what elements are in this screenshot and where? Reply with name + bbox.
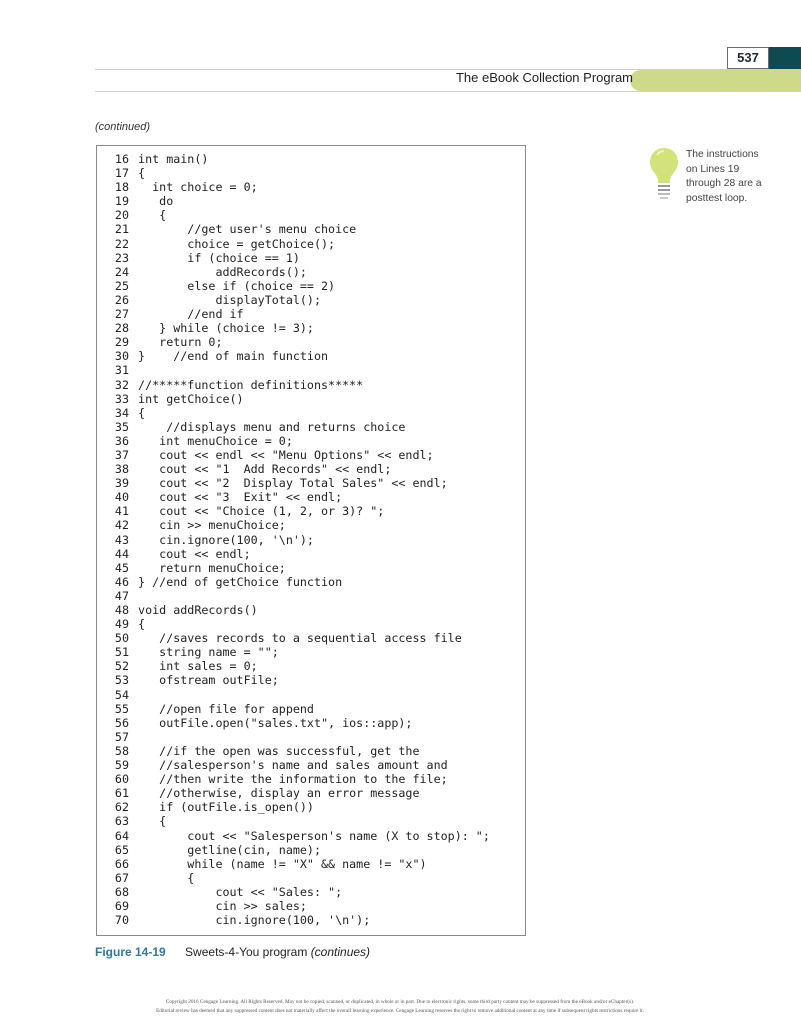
figure-title: Sweets-4-You program <box>185 945 308 959</box>
line-number: 44 <box>114 546 129 561</box>
code-text: cout << endl; <box>138 546 251 561</box>
code-line <box>109 406 490 420</box>
line-number: 17 <box>114 166 129 181</box>
code-line <box>109 363 490 377</box>
code-line <box>109 335 490 349</box>
continued-label: (continued) <box>95 121 151 133</box>
code-text: addRecords(); <box>138 264 307 279</box>
line-number: 19 <box>114 194 129 209</box>
code-text: do <box>138 194 174 209</box>
code-line <box>109 744 490 758</box>
code-line <box>109 349 490 363</box>
code-line <box>109 321 490 335</box>
code-line <box>109 716 490 730</box>
line-number: 42 <box>114 518 129 533</box>
code-text: cout << "Salesperson's name (X to stop): "; <box>138 828 490 843</box>
code-line <box>109 180 490 194</box>
code-text: int main() <box>138 152 209 166</box>
code-text: { <box>138 870 195 885</box>
code-text: cin >> sales; <box>138 898 307 913</box>
code-line <box>109 518 490 532</box>
page-number: 537 <box>727 47 769 69</box>
line-number: 24 <box>114 264 129 279</box>
line-number: 33 <box>114 391 129 406</box>
code-text: cout << "1 Add Records" << endl; <box>138 462 392 477</box>
code-line <box>109 871 490 885</box>
code-listing <box>96 145 526 936</box>
line-number: 68 <box>114 884 129 899</box>
code-text: //then write the information to the file; <box>138 772 448 787</box>
code-line <box>109 265 490 279</box>
line-number: 18 <box>114 180 129 195</box>
code-line <box>109 392 490 406</box>
code-text: if (outFile.is_open()) <box>138 800 314 815</box>
code-line <box>109 504 490 518</box>
code-lines <box>109 152 490 927</box>
code-text: return menuChoice; <box>138 560 286 575</box>
line-number: 23 <box>114 250 129 265</box>
code-line <box>109 814 490 828</box>
code-text: return 0; <box>138 335 223 350</box>
line-number: 51 <box>114 645 129 660</box>
code-text: //saves records to a sequential access file <box>138 631 462 646</box>
code-line <box>109 913 490 927</box>
code-text: cin.ignore(100, '\n'); <box>138 532 314 547</box>
code-text: cout << "Choice (1, 2, or 3)? "; <box>138 504 385 519</box>
line-number: 28 <box>114 321 129 336</box>
code-text: void addRecords() <box>138 603 258 617</box>
line-number: 39 <box>114 476 129 491</box>
code-text: //if the open was successful, get the <box>138 743 420 758</box>
code-line <box>109 166 490 180</box>
code-line <box>109 800 490 814</box>
line-number: 41 <box>114 504 129 519</box>
line-number: 67 <box>114 870 129 885</box>
code-text: cout << "Sales: "; <box>138 884 343 899</box>
code-line <box>109 786 490 800</box>
line-number: 34 <box>114 405 129 420</box>
code-line <box>109 772 490 786</box>
code-text: //salesperson's name and sales amount and <box>138 758 448 773</box>
code-text: } while (choice != 3); <box>138 321 314 336</box>
code-line <box>109 589 490 603</box>
code-text: cout << "3 Exit" << endl; <box>138 490 343 505</box>
line-number: 45 <box>114 560 129 575</box>
code-line <box>109 673 490 687</box>
code-text: { <box>138 405 146 420</box>
code-line <box>109 688 490 702</box>
code-line <box>109 702 490 716</box>
line-number: 52 <box>114 659 129 674</box>
line-number: 25 <box>114 278 129 293</box>
code-text: cout << endl << "Menu Options" << endl; <box>138 447 434 462</box>
code-line <box>109 730 490 744</box>
line-number: 57 <box>114 729 129 744</box>
code-text: while (name != "X" && name != "x") <box>138 856 427 871</box>
running-title: The eBook Collection Program <box>455 70 633 85</box>
line-number: 37 <box>114 447 129 462</box>
tip-text: The instructions on Lines 19 through 28 are a posttest loop. <box>686 149 762 204</box>
code-text: //open file for append <box>138 701 314 716</box>
line-number: 29 <box>114 335 129 350</box>
code-line <box>109 208 490 222</box>
margin-tip <box>648 146 768 206</box>
line-number: 55 <box>114 701 129 716</box>
code-line <box>109 462 490 476</box>
line-number: 47 <box>114 588 129 603</box>
code-line <box>109 561 490 575</box>
line-number: 49 <box>114 617 129 632</box>
code-line <box>109 279 490 293</box>
line-number: 38 <box>114 462 129 477</box>
line-number: 65 <box>114 842 129 857</box>
line-number: 32 <box>114 377 129 392</box>
code-text: //*****function definitions***** <box>138 377 364 392</box>
code-text: cin.ignore(100, '\n'); <box>138 913 371 928</box>
code-text: cout << "2 Display Total Sales" << endl; <box>138 476 448 491</box>
line-number: 36 <box>114 433 129 448</box>
code-line <box>109 533 490 547</box>
code-line <box>109 378 490 392</box>
header-bottom-rule <box>95 91 801 92</box>
line-number: 60 <box>114 772 129 787</box>
code-line <box>109 420 490 434</box>
code-text: int choice = 0; <box>138 180 258 195</box>
line-number: 43 <box>114 532 129 547</box>
code-line <box>109 631 490 645</box>
line-number: 58 <box>114 743 129 758</box>
line-number: 56 <box>114 715 129 730</box>
line-number: 53 <box>114 673 129 688</box>
code-line <box>109 617 490 631</box>
code-line <box>109 237 490 251</box>
line-number: 30 <box>114 349 129 364</box>
code-line <box>109 490 490 504</box>
code-line <box>109 575 490 589</box>
line-number: 64 <box>114 828 129 843</box>
figure-caption <box>95 945 370 959</box>
code-text: { <box>138 814 167 829</box>
line-number: 35 <box>114 419 129 434</box>
figure-continues: (continues) <box>310 945 371 959</box>
code-text: else if (choice == 2) <box>138 278 336 293</box>
code-line <box>109 293 490 307</box>
line-number: 16 <box>114 152 129 166</box>
code-line <box>109 857 490 871</box>
copyright-line-1: Copyright 2016 Cengage Learning. All Rights Reserved. May not be copied, scanned, or duplicated, in whole or in part. Due to electronic rights, some third party content may be suppressed from the eBook and/or eChapter(s). <box>165 999 635 1005</box>
line-number: 62 <box>114 800 129 815</box>
code-line <box>109 645 490 659</box>
code-text: if (choice == 1) <box>138 250 300 265</box>
code-text: int sales = 0; <box>138 659 258 674</box>
code-text: //displays menu and returns choice <box>138 419 406 434</box>
code-text: } //end of main function <box>138 349 329 364</box>
line-number: 40 <box>114 490 129 505</box>
line-number: 26 <box>114 292 129 307</box>
code-text: //end if <box>138 307 244 322</box>
code-text: { <box>138 208 167 223</box>
code-text: int getChoice() <box>138 391 244 406</box>
line-number: 69 <box>114 898 129 913</box>
code-text: int menuChoice = 0; <box>138 433 293 448</box>
line-number: 21 <box>114 222 129 237</box>
line-number: 61 <box>114 786 129 801</box>
code-text: cin >> menuChoice; <box>138 518 286 533</box>
line-number: 59 <box>114 758 129 773</box>
line-number: 31 <box>114 363 129 378</box>
code-line <box>109 476 490 490</box>
line-number: 48 <box>114 603 129 617</box>
code-text: { <box>138 166 146 181</box>
code-line <box>109 829 490 843</box>
line-number: 22 <box>114 236 129 251</box>
code-line <box>109 843 490 857</box>
code-text: } //end of getChoice function <box>138 574 343 589</box>
code-line <box>109 434 490 448</box>
code-line <box>109 603 490 617</box>
code-text: choice = getChoice(); <box>138 236 336 251</box>
code-text: outFile.open("sales.txt", ios::app); <box>138 715 413 730</box>
line-number: 27 <box>114 307 129 322</box>
header-corner-block <box>769 47 801 69</box>
copyright-notice <box>60 998 740 1016</box>
code-text: //get user's menu choice <box>138 222 357 237</box>
copyright-line-2: Editorial review has deemed that any suppressed content does not materially affect the overall learning experience. Cengage Learning reserves the right to remove additional content at any time if subsequent rights restrictions require it. <box>156 1008 644 1014</box>
code-line <box>109 222 490 236</box>
code-line <box>109 885 490 899</box>
line-number: 66 <box>114 856 129 871</box>
code-text: displayTotal(); <box>138 292 321 307</box>
code-line <box>109 251 490 265</box>
line-number: 54 <box>114 687 129 702</box>
code-line <box>109 152 490 166</box>
code-text: string name = ""; <box>138 645 279 660</box>
code-line <box>109 448 490 462</box>
code-line <box>109 758 490 772</box>
code-text: { <box>138 617 146 632</box>
line-number: 46 <box>114 574 129 589</box>
line-number: 70 <box>114 913 129 928</box>
figure-label: Figure 14-19 <box>95 945 166 959</box>
header-accent-band <box>630 70 801 91</box>
lightbulb-icon <box>648 146 680 202</box>
code-text: ofstream outFile; <box>138 673 279 688</box>
code-line <box>109 547 490 561</box>
line-number: 20 <box>114 208 129 223</box>
code-line <box>109 194 490 208</box>
code-line <box>109 659 490 673</box>
line-number: 63 <box>114 814 129 829</box>
line-number: 50 <box>114 631 129 646</box>
code-text: //otherwise, display an error message <box>138 786 420 801</box>
code-text: getline(cin, name); <box>138 842 321 857</box>
code-line <box>109 307 490 321</box>
code-line <box>109 899 490 913</box>
